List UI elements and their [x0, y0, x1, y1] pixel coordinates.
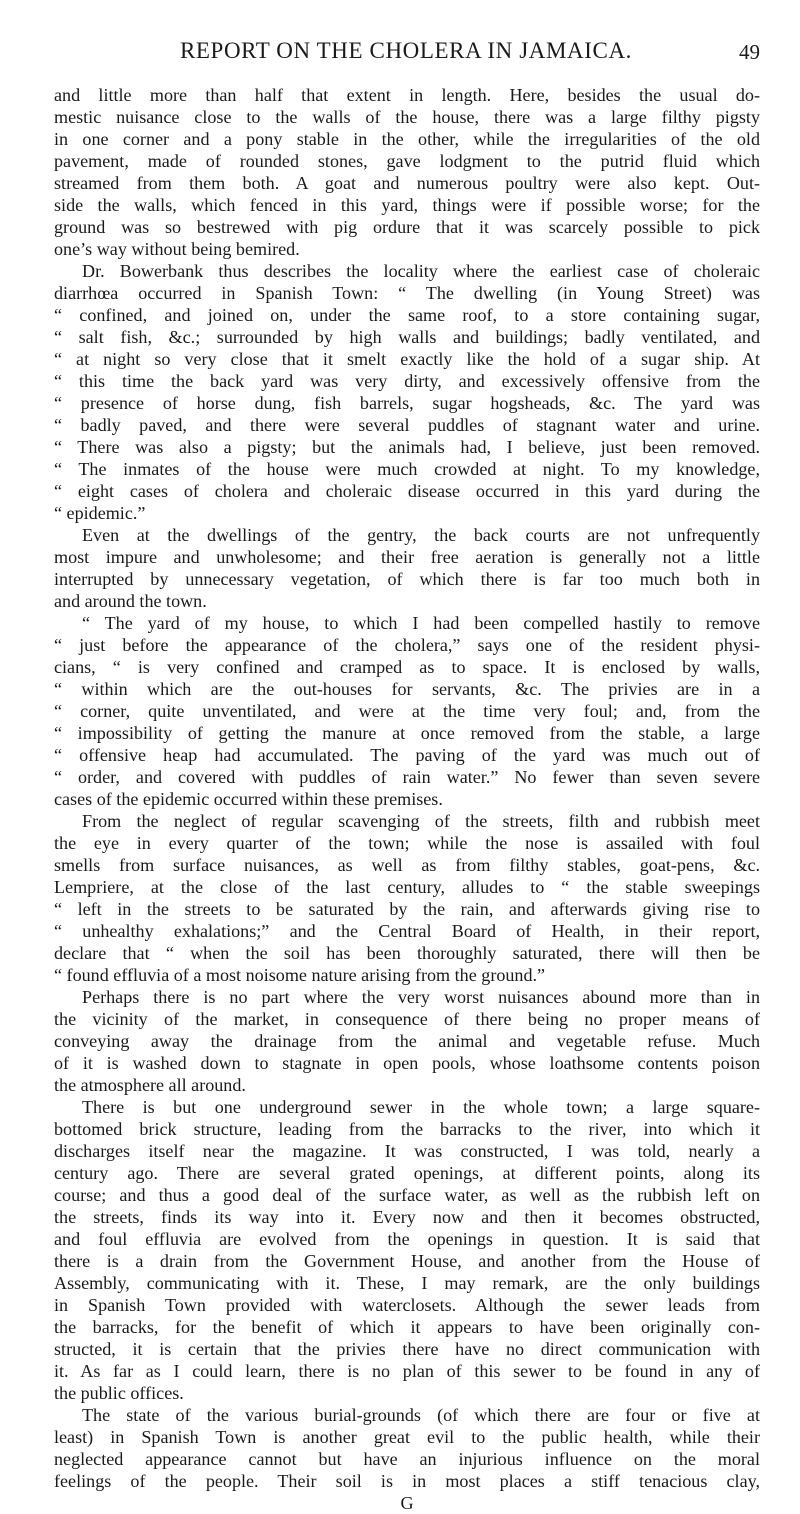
text-line: smells from surface nuisances, as well as from filthy stables, goat-pens, &c.: [54, 855, 760, 875]
text-line: conveying away the drainage from the animal and vegetable refuse. Much: [54, 1031, 760, 1051]
text-line: “ The inmates of the house were much crowded at night. To my knowledge,: [54, 459, 760, 479]
text-line: the barracks, for the benefit of which it appears to have been originally con-: [54, 1317, 760, 1337]
text-line: Perhaps there is no part where the very worst nuisances abound more than in: [82, 987, 760, 1007]
text-line: “ within which are the out-houses for servants, &c. The privies are in a: [54, 679, 760, 699]
text-line: “ salt fish, &c.; surrounded by high walls and buildings; badly ventilated, and: [54, 327, 760, 347]
text-line: “ offensive heap had accumulated. The paving of the yard was much out of: [54, 745, 760, 765]
text-line: one’s way without being bemired.: [54, 239, 300, 259]
text-line: bottomed brick structure, leading from the barracks to the river, into which it: [54, 1119, 760, 1139]
text-line: side the walls, which fenced in this yard, things were if possible worse; for the: [54, 195, 760, 215]
text-line: interrupted by unnecessary vegetation, of which there is far too much both in: [54, 569, 760, 589]
text-line: diarrhœa occurred in Spanish Town: “ The dwelling (in Young Street) was: [54, 283, 760, 303]
text-line: cians, “ is very confined and cramped as to space. It is enclosed by walls,: [54, 657, 760, 677]
text-line: the streets, finds its way into it. Every now and then it becomes obstructed,: [54, 1207, 760, 1227]
text-line: “ There was also a pigsty; but the animals had, I believe, just been removed.: [54, 437, 760, 457]
text-line: mestic nuisance close to the walls of the house, there was a large filthy pigsty: [54, 107, 760, 127]
text-line: and little more than half that extent in length. Here, besides the usual do-: [54, 85, 760, 105]
text-line: feelings of the people. Their soil is in most places a stiff tenacious clay,: [54, 1471, 760, 1491]
text-line: From the neglect of regular scavenging of the streets, filth and rubbish meet: [82, 811, 760, 831]
text-line: “ order, and covered with puddles of rain water.” No fewer than seven severe: [54, 767, 760, 787]
text-line: the vicinity of the market, in consequence of there being no proper means of: [54, 1009, 760, 1029]
text-line: cases of the epidemic occurred within these premises.: [54, 789, 443, 809]
text-line: streamed from them both. A goat and numerous poultry were also kept. Out-: [54, 173, 760, 193]
text-line: in Spanish Town provided with waterclosets. Although the sewer leads from: [54, 1295, 760, 1315]
text-line: The state of the various burial-grounds (of which there are four or five at: [82, 1405, 760, 1425]
text-line: Even at the dwellings of the gentry, the back courts are not unfrequently: [82, 525, 760, 545]
text-line: century ago. There are several grated openings, at different points, along its: [54, 1163, 760, 1183]
body-text: [54, 84, 760, 1514]
text-line: neglected appearance cannot but have an injurious influence on the moral: [54, 1449, 760, 1469]
text-line: and around the town.: [54, 591, 207, 611]
text-line: and foul effluvia are evolved from the openings in question. It is said that: [54, 1229, 760, 1249]
text-line: “ at night so very close that it smelt exactly like the hold of a sugar ship. At: [54, 349, 760, 369]
text-line: “ The yard of my house, to which I had been compelled hastily to remove: [82, 613, 760, 633]
text-line: there is a drain from the Government House, and another from the House of: [54, 1251, 760, 1271]
text-line: it. As far as I could learn, there is no plan of this sewer to be found in any of: [54, 1361, 760, 1381]
text-line: Lempriere, at the close of the last century, alludes to “ the stable sweepings: [54, 877, 760, 897]
text-line: pavement, made of rounded stones, gave lodgment to the putrid fluid which: [54, 151, 760, 171]
text-line: most impure and unwholesome; and their free aeration is generally not a little: [54, 547, 760, 567]
text-line: declare that “ when the soil has been thoroughly saturated, there will then be: [54, 943, 760, 963]
text-line: “ just before the appearance of the cholera,” says one of the resident physi-: [54, 635, 760, 655]
text-line: “ found effluvia of a most noisome nature arising from the ground.”: [54, 965, 546, 985]
running-head: REPORT ON THE CHOLERA IN JAMAICA.: [179, 38, 633, 63]
page-number: 49: [739, 40, 760, 64]
text-line: the public offices.: [54, 1383, 184, 1403]
text-line: the atmosphere all around.: [54, 1075, 246, 1095]
text-line: of it is washed down to stagnate in open pools, whose loathsome contents poison: [54, 1053, 760, 1073]
text-line: the eye in every quarter of the town; while the nose is assailed with foul: [54, 833, 760, 853]
text-line: Dr. Bowerbank thus describes the locality where the earliest case of choleraic: [82, 261, 760, 281]
text-line: “ impossibility of getting the manure at once removed from the stable, a large: [54, 723, 760, 743]
text-line: “ eight cases of cholera and choleraic disease occurred in this yard during the: [54, 481, 760, 501]
text-line: Assembly, communicating with it. These, I may remark, are the only buildings: [54, 1273, 760, 1293]
text-line: in one corner and a pony stable in the other, while the irregularities of the old: [54, 129, 760, 149]
text-line: “ corner, quite unventilated, and were at the time very foul; and, from the: [54, 701, 760, 721]
text-line: structed, it is certain that the privies there have no direct communication with: [54, 1339, 760, 1359]
text-line: course; and thus a good deal of the surface water, as well as the rubbish left on: [54, 1185, 760, 1205]
text-line: “ epidemic.”: [54, 503, 146, 523]
text-line: least) in Spanish Town is another great evil to the public health, while their: [54, 1427, 760, 1447]
text-line: “ left in the streets to be saturated by the rain, and afterwards giving rise to: [54, 899, 760, 919]
text-line: “ confined, and joined on, under the same roof, to a store containing sugar,: [54, 305, 760, 325]
text-line: discharges itself near the magazine. It was constructed, I was told, nearly a: [54, 1141, 760, 1161]
signature-mark: G: [400, 1493, 414, 1513]
text-line: “ unhealthy exhalations;” and the Central Board of Health, in their report,: [54, 921, 760, 941]
text-line: ground was so bestrewed with pig ordure that it was scarcely possible to pick: [54, 217, 760, 237]
text-line: There is but one underground sewer in the whole town; a large square-: [82, 1097, 760, 1117]
text-line: “ badly paved, and there were several puddles of stagnant water and urine.: [54, 415, 760, 435]
text-line: “ this time the back yard was very dirty, and excessively offensive from the: [54, 371, 760, 391]
page-header: [52, 38, 760, 72]
text-line: “ presence of horse dung, fish barrels, sugar hogsheads, &c. The yard was: [54, 393, 760, 413]
